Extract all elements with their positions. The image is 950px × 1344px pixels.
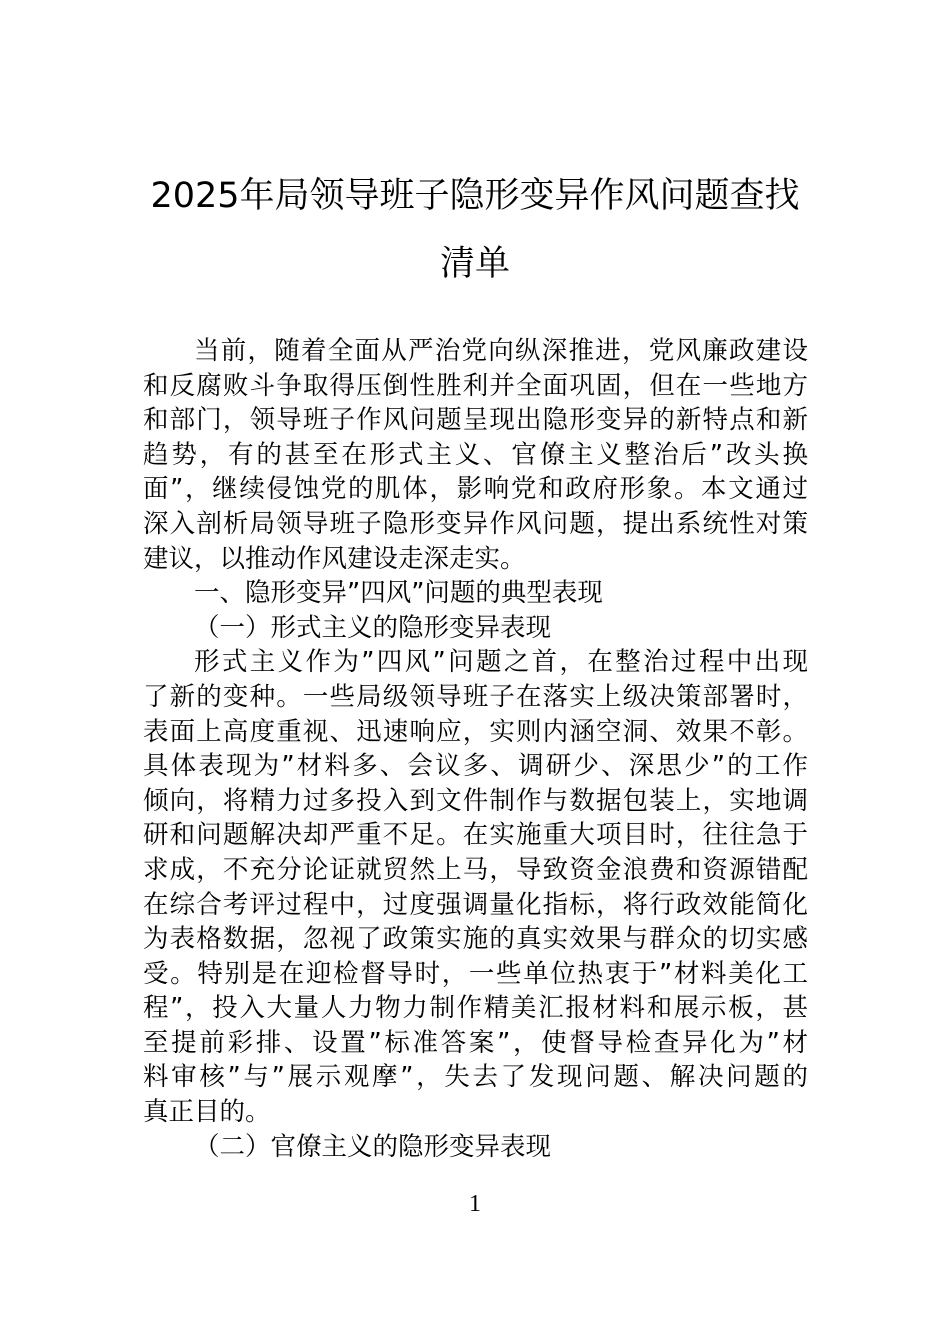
- paragraph-line: 面”，继续侵蚀党的肌体，影响党和政府形象。本文通过: [143, 474, 808, 505]
- paragraph-line: 程”，投入大量人力物力制作精美汇报材料和展示板，甚: [143, 993, 808, 1024]
- paragraph-line: 了新的变种。一些局级领导班子在落实上级决策部署时，: [143, 681, 808, 712]
- paragraph-line: 建议，以推动作风建设走深走实。: [143, 543, 526, 574]
- page-number: 1: [469, 1191, 481, 1217]
- paragraph-line: 在综合考评过程中，过度强调量化指标，将行政效能简化: [143, 889, 808, 920]
- paragraph-line: 至提前彩排、设置”标准答案”，使督导检查异化为”材: [143, 1027, 808, 1058]
- paragraph-line: 研和问题解决却严重不足。在实施重大项目时，往往急于: [143, 820, 808, 851]
- subsection-heading: （二）官僚主义的隐形变异表现: [194, 1131, 552, 1162]
- paragraph-line: 和反腐败斗争取得压倒性胜利并全面巩固，但在一些地方: [143, 370, 808, 401]
- paragraph-line: 深入剖析局领导班子隐形变异作风问题，提出系统性对策: [143, 508, 808, 539]
- paragraph-line: 趋势，有的甚至在形式主义、官僚主义整治后”改头换: [143, 439, 808, 470]
- subsection-heading: （一）形式主义的隐形变异表现: [194, 612, 552, 643]
- paragraph-line: 当前，随着全面从严治党向纵深推进，党风廉政建设: [194, 336, 808, 366]
- paragraph-line: 受。特别是在迎检督导时，一些单位热衷于”材料美化工: [143, 958, 808, 989]
- paragraph-line: 为表格数据，忽视了政策实施的真实效果与群众的切实感: [143, 924, 808, 955]
- paragraph-line: 形式主义作为”四风”问题之首，在整治过程中出现: [194, 647, 808, 678]
- section-heading: 一、隐形变异”四风”问题的典型表现: [194, 578, 603, 609]
- paragraph-line: 倾向，将精力过多投入到文件制作与数据包装上，实地调: [143, 785, 808, 816]
- document-body: [143, 334, 808, 1164]
- document-title-line-2: 清单: [439, 244, 510, 284]
- paragraph-line: 具体表现为”材料多、会议多、调研少、深思少”的工作: [143, 751, 808, 782]
- paragraph-line: 和部门，领导班子作风问题呈现出隐形变异的新特点和新: [143, 405, 808, 436]
- paragraph-line: 求成，不充分论证就贸然上马，导致资金浪费和资源错配: [143, 854, 808, 885]
- paragraph-line: 表面上高度重视、迅速响应，实则内涵空洞、效果不彰。: [143, 716, 808, 747]
- paragraph-line: 料审核”与”展示观摩”，失去了发现问题、解决问题的: [143, 1062, 808, 1093]
- document-title-line-1: 2025年局领导班子隐形变异作风问题查找: [150, 176, 800, 216]
- paragraph-line: 真正目的。: [143, 1097, 271, 1128]
